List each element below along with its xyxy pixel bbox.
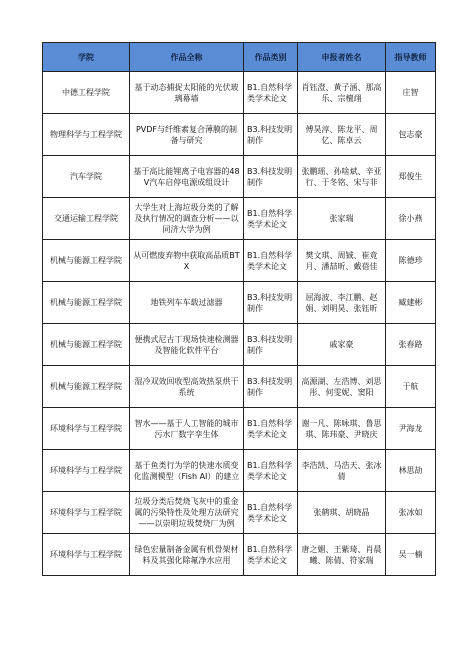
- cell-college: 中德工程学院: [43, 72, 130, 114]
- cell-category: B1.自然科学类学术论文: [244, 198, 298, 240]
- cell-teacher: 郑俊生: [386, 156, 436, 198]
- cell-work: 智水——基于人工智能的城市污水厂数字孪生体: [130, 408, 244, 450]
- cell-category: B1.自然科学类学术论文: [244, 534, 298, 576]
- table-row: [43, 366, 436, 408]
- cell-teacher: 陈德珍: [386, 240, 436, 282]
- cell-work: 大学生对上海垃圾分类的了解及执行情况的调查分析——以同济大学为例: [130, 198, 244, 240]
- header-work: 作品全称: [130, 43, 244, 72]
- cell-applicants: 李浩凯、马浩天、张冰倩: [298, 450, 386, 492]
- cell-category: B1.自然科学类学术论文: [244, 240, 298, 282]
- table-row: [43, 156, 436, 198]
- cell-category: B3.科技发明制作: [244, 156, 298, 198]
- cell-work: 绿色宏量制备金属有机骨架材料及其强化除氟净水应用: [130, 534, 244, 576]
- cell-college: 环境科学与工程学院: [43, 450, 130, 492]
- cell-college: 机械与能源工程学院: [43, 324, 130, 366]
- table-row: [43, 324, 436, 366]
- cell-college: 环境科学与工程学院: [43, 534, 130, 576]
- cell-college: 环境科学与工程学院: [43, 408, 130, 450]
- cell-category: B3.科技发明制作: [244, 114, 298, 156]
- cell-work: 湿冷双效回收型高效热泵烘干系统: [130, 366, 244, 408]
- table-header-row: [43, 43, 436, 72]
- cell-work: 垃圾分类后焚烧飞灰中的重金属的污染特性及处理方法研究——以崇明垃圾焚烧厂为例: [130, 492, 244, 534]
- cell-college: 环境科学与工程学院: [43, 492, 130, 534]
- cell-work: 基于高比能锂离子电容器的48V汽车启停电源成组设计: [130, 156, 244, 198]
- cell-category: B1.自然科学类学术论文: [244, 450, 298, 492]
- cell-teacher: 庄智: [386, 72, 436, 114]
- header-category: 作品类别: [244, 43, 298, 72]
- cell-category: B1.自然科学类学术论文: [244, 408, 298, 450]
- cell-applicants: 高源湖、左浩博、刘思彤、何雯妮、窦阳: [298, 366, 386, 408]
- cell-teacher: 尹海龙: [386, 408, 436, 450]
- table-row: [43, 240, 436, 282]
- header-applicants: 申报者姓名: [298, 43, 386, 72]
- table-row: [43, 450, 436, 492]
- cell-work: 基于动态捕捉太阳能的光伏玻璃幕墙: [130, 72, 244, 114]
- cell-applicants: 肖钰澄、黄子涵、那高乐、宗檀翊: [298, 72, 386, 114]
- cell-category: B1.自然科学类学术论文: [244, 492, 298, 534]
- cell-teacher: 张冰如: [386, 492, 436, 534]
- cell-category: B3.科技发明制作: [244, 366, 298, 408]
- cell-teacher: 林思劼: [386, 450, 436, 492]
- table-row: [43, 492, 436, 534]
- cell-teacher: 于航: [386, 366, 436, 408]
- cell-college: 物理科学与工程学院: [43, 114, 130, 156]
- cell-work: 基于鱼类行为学的快速水质变化监测模型（Fish AI）的建立: [130, 450, 244, 492]
- award-table: [42, 42, 436, 576]
- cell-applicants: 屈海波、李江鹏、赵娟、刘明昊、张钰昕: [298, 282, 386, 324]
- cell-teacher: 吴一楠: [386, 534, 436, 576]
- cell-teacher: 张春路: [386, 324, 436, 366]
- cell-applicants: 张鹏瑶、孙啥斌、辛亚行、于冬铭、宋与非: [298, 156, 386, 198]
- cell-college: 交通运输工程学院: [43, 198, 130, 240]
- table-row: [43, 282, 436, 324]
- table-row: [43, 408, 436, 450]
- cell-applicants: 樊文琪、周铖、崔竟月、潘喆昕、戴蓓佳: [298, 240, 386, 282]
- cell-college: 机械与能源工程学院: [43, 366, 130, 408]
- table-row: [43, 72, 436, 114]
- cell-work: 便携式尼古丁现场快速检测器及智能化软件平台: [130, 324, 244, 366]
- cell-category: B3.科技发明制作: [244, 324, 298, 366]
- cell-applicants: 戚家豪: [298, 324, 386, 366]
- cell-applicants: 张家瑞: [298, 198, 386, 240]
- table-row: [43, 198, 436, 240]
- cell-college: 汽车学院: [43, 156, 130, 198]
- header-teacher: 指导教师: [386, 43, 436, 72]
- cell-work: 地铁列车车载过滤器: [130, 282, 244, 324]
- cell-college: 机械与能源工程学院: [43, 282, 130, 324]
- cell-teacher: 包志豪: [386, 114, 436, 156]
- cell-teacher: 臧建彬: [386, 282, 436, 324]
- cell-college: 机械与能源工程学院: [43, 240, 130, 282]
- cell-teacher: 徐小燕: [386, 198, 436, 240]
- cell-work: 从可燃废弃物中获取高品质BTX: [130, 240, 244, 282]
- cell-applicants: 傅昊淳、陈龙平、周亿、陈卓云: [298, 114, 386, 156]
- cell-applicants: 唐之媚、王紫琦、肖晨曦、陈倩、符家瑞: [298, 534, 386, 576]
- table-row: [43, 534, 436, 576]
- cell-applicants: 张鹤琪、胡晓晶: [298, 492, 386, 534]
- cell-applicants: 谢一凡、陈咏琪、鲁思琪、陈玮豪、尹晓庆: [298, 408, 386, 450]
- header-college: 学院: [43, 43, 130, 72]
- cell-category: B3.科技发明制作: [244, 282, 298, 324]
- table-row: [43, 114, 436, 156]
- cell-work: PVDF与纤维素复合薄膜的制备与研究: [130, 114, 244, 156]
- cell-category: B1.自然科学类学术论文: [244, 72, 298, 114]
